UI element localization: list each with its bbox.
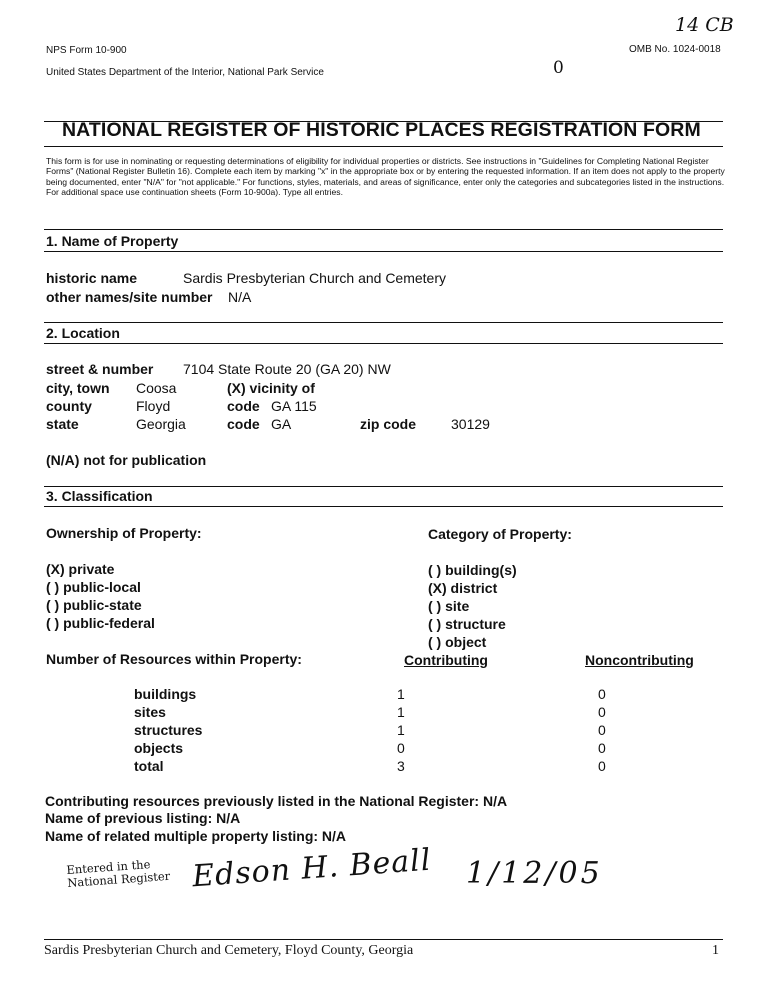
resource-label: objects [134,740,184,756]
county-label: county [46,398,92,414]
category-label: Category of Property: [428,526,572,542]
zip-value: 30129 [451,416,490,432]
other-names-label: other names/site number [46,289,213,305]
state-value: Georgia [136,416,186,432]
category-site: ( ) site [428,598,470,614]
form-number: NPS Form 10-900 [46,45,127,56]
ownership-label: Ownership of Property: [46,525,202,541]
entry-date: 1/12/05 [466,856,603,891]
section-3-top-rule [44,486,723,487]
title-bottom-rule [44,146,723,147]
form-title: NATIONAL REGISTER OF HISTORIC PLACES REGISTRATION FORM [62,119,701,141]
section-2-heading: 2. Location [46,325,120,341]
street-value: 7104 State Route 20 (GA 20) NW [183,361,391,377]
previous-listing: Name of previous listing: N/A [45,810,241,826]
section-3-heading: 3. Classification [46,488,153,504]
entered-register-stamp: Entered in the National Register [65,857,171,890]
contributing-header: Contributing [404,652,488,668]
resource-noncontributing: 0 [598,758,606,774]
footer-rule [44,939,723,940]
ownership-public-state: ( ) public-state [46,597,142,613]
state-code-label: code [227,416,260,432]
historic-name-value: Sardis Presbyterian Church and Cemetery [183,270,447,286]
resource-contributing: 1 [397,686,405,702]
omb-number: OMB No. 1024-0018 [629,44,721,55]
resource-noncontributing: 0 [598,740,606,756]
department: United States Department of the Interior, National Park Service [46,67,324,78]
resource-noncontributing: 0 [598,686,606,702]
instructions: This form is for use in nominating or requesting determinations of eligibility for individual properties or districts. See instructions in "Guidelines for Completing National Register Forms" (National Register Bulletin 16). Complete each item by marking "x" in the appropriate box or by entering the requested information. If an item does not apply to the property being documented, enter "N/A" for "not applicable." For functions, styles, materials, and areas of significance, enter only the categories and subcategories listed in the instructions. For additional space use continuation sheets (Form 10-900a). Type all entries. [46,156,725,197]
city-value: Coosa [136,380,177,396]
resource-contributing: 1 [397,722,405,738]
section-3-bottom-rule [44,506,723,507]
not-for-publication: (N/A) not for publication [46,452,207,468]
historic-name-label: historic name [46,270,138,286]
category-object: ( ) object [428,634,487,650]
county-value: Floyd [136,398,171,414]
section-2-top-rule [44,322,723,323]
vicinity-label: (X) vicinity of [227,380,315,396]
resources-label: Number of Resources within Property: [46,651,302,667]
zip-label: zip code [360,416,417,432]
resource-label: sites [134,704,166,720]
section-1-bottom-rule [44,251,723,252]
resource-noncontributing: 0 [598,722,606,738]
county-code-label: code [227,398,260,414]
state-code-value: GA [271,416,292,432]
footer-text: Sardis Presbyterian Church and Cemetery, Floyd County, Georgia [44,943,414,958]
other-names-value: N/A [228,289,252,305]
signature: Edson H. Beall [191,842,433,895]
state-label: state [46,416,79,432]
resource-label: buildings [134,686,197,702]
county-code-value: GA 115 [271,398,317,414]
noncontributing-header: Noncontributing [585,652,694,668]
resource-contributing: 0 [397,740,405,756]
multiple-property-listing: Name of related multiple property listing: N/A [45,828,347,844]
category-structure: ( ) structure [428,616,506,632]
ownership-public-federal: ( ) public-federal [46,615,155,631]
resource-contributing: 1 [397,704,405,720]
ownership-public-local: ( ) public-local [46,579,141,595]
resource-noncontributing: 0 [598,704,606,720]
section-1-top-rule [44,229,723,230]
previously-listed: Contributing resources previously listed in the National Register: N/A [45,793,508,809]
section-2-bottom-rule [44,343,723,344]
ownership-private: (X) private [46,561,115,577]
street-label: street & number [46,361,154,377]
resource-label: total [134,758,164,774]
resource-label: structures [134,722,203,738]
handwritten-mark: 0 [553,58,564,78]
handwritten-reference: 14 CB [675,14,734,36]
category-buildings: ( ) building(s) [428,562,517,578]
section-1-heading: 1. Name of Property [46,233,179,249]
resource-contributing: 3 [397,758,405,774]
category-district: (X) district [428,580,498,596]
page-number: 1 [712,943,719,958]
city-label: city, town [46,380,110,396]
